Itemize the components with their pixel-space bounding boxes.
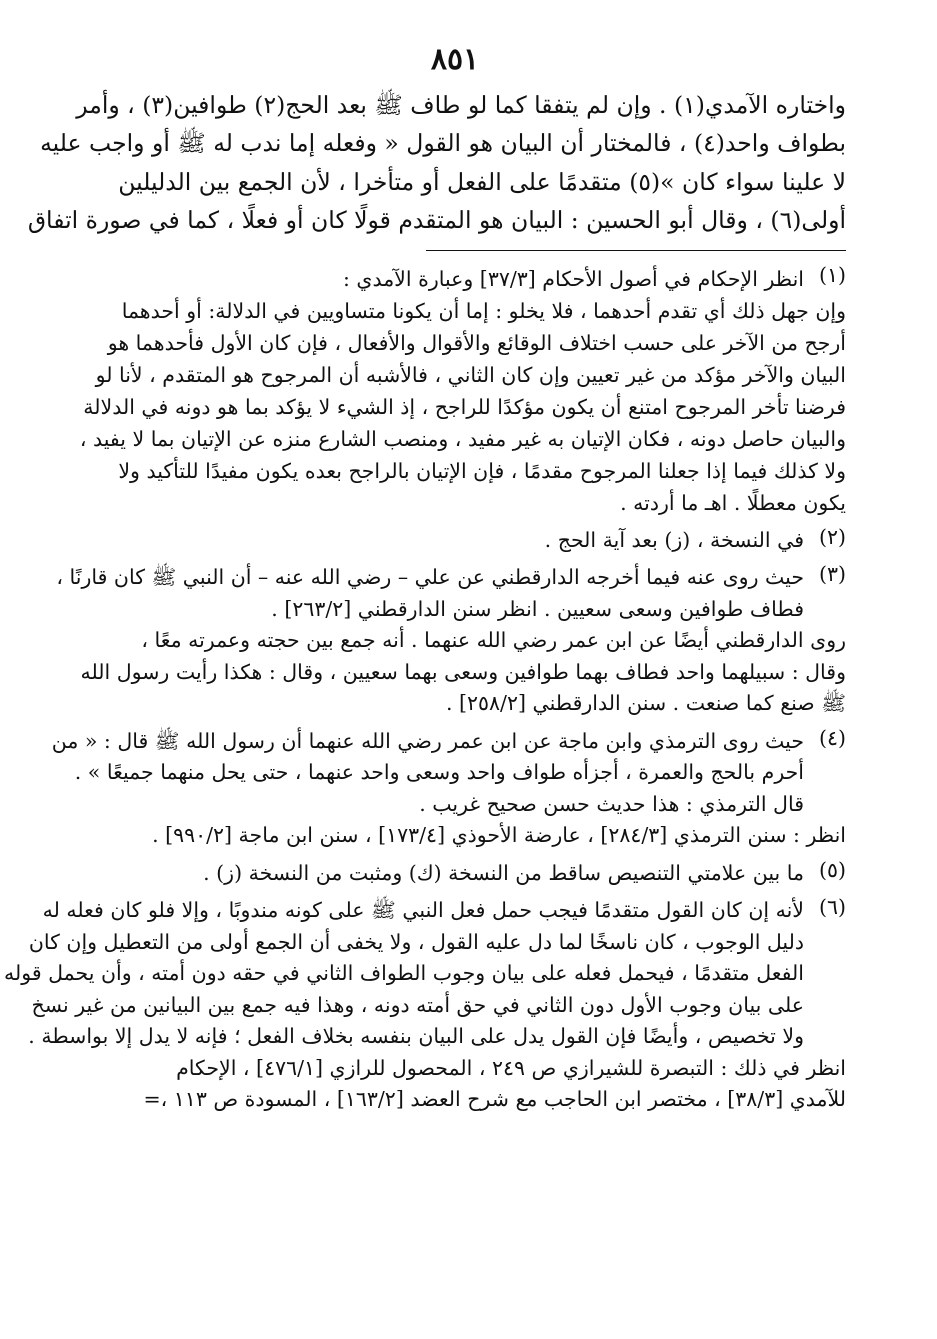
footnote-line: يكون معطلًا . اهـ ما أردته . bbox=[620, 490, 846, 515]
footnote-number: (٢) bbox=[818, 524, 846, 549]
footnote-line: فرضنا تأخر المرجوح امتنع أن يكون مؤكدًا للراجح ، إذ الشيء لا يؤكد بما هو دونه في الدلالة bbox=[83, 394, 846, 419]
footnote-line: في النسخة ، (ز) بعد آية الحج . bbox=[544, 527, 804, 552]
footnotes bbox=[4, 262, 846, 1116]
footnote-2 bbox=[64, 525, 846, 557]
footnote-3 bbox=[56, 562, 846, 720]
footnote-number: (١) bbox=[818, 262, 846, 287]
main-text-line: واختاره الآمدي(١) . وإن لم يتفقا كما لو طاف ﷺ بعد الحج(٢) طوافين(٣) ، وأمر bbox=[76, 91, 846, 119]
footnote-line: لأنه إن كان القول متقدمًا فيجب حمل فعل النبي ﷺ على كونه مندوبًا ، وإلا فلو كان فعله له bbox=[42, 898, 804, 923]
footnote-5 bbox=[64, 858, 846, 890]
footnote-line: روى الدارقطني أيضًا عن ابن عمر رضي الله عنهما . أنه جمع بين حجته وعمرته معًا ، bbox=[141, 628, 846, 653]
footnote-line: وإن جهل ذلك أي تقدم أحدهما ، فلا يخلو : إما أن يكونا متساويين في الدلالة: أو أحدهما bbox=[121, 298, 846, 323]
footnote-line: للآمدي [٣٨/٣] ، مختصر ابن الحاجب مع شرح العضد [١٦٣/٢] ، المسودة ص ١١٣ ،= bbox=[143, 1087, 846, 1112]
main-text-line: لا علينا سواء كان »(٥) متقدمًا على الفعل أو متأخرا ، لأن الجمع بين الدليلين bbox=[118, 167, 846, 196]
main-text bbox=[27, 86, 846, 240]
main-text-line: أولى(٦) ، وقال أبو الحسين : البيان هو المتقدم قولًا كان أو فعلًا ، كما في صورة اتفاق bbox=[27, 206, 846, 235]
page-number: ٨٥١ bbox=[430, 42, 480, 77]
footnote-line: الفعل متقدمًا ، فيحمل فعله على بيان وجوب الطواف الثاني في حقه دون أمته ، وأن يحمل قوله bbox=[4, 961, 804, 986]
footnote-line: انظر : سنن الترمذي [٢٨٤/٣] ، عارضة الأحوذي [١٧٣/٤] ، سنن ابن ماجة [٩٩٠/٢] . bbox=[152, 823, 846, 848]
footnote-line: حيث روى الترمذي وابن ماجة عن ابن عمر رضي الله عنهما أن رسول الله ﷺ قال : « من bbox=[51, 728, 804, 753]
footnote-line: فطاف طوافين وسعى سعيين . انظر سنن الدارقطني [٢٦٣/٢] . bbox=[271, 596, 804, 621]
footnote-1 bbox=[64, 263, 846, 519]
footnote-line: أرجح من الآخر على حسب اختلاف الوقائع والأقوال والأفعال ، فإن كان الأول فأحدهما هو bbox=[107, 330, 846, 355]
footnote-line: انظر الإحكام في أصول الأحكام [٣٧/٣] وعبارة الآمدي : bbox=[342, 266, 804, 291]
footnote-separator bbox=[426, 250, 846, 251]
footnote-line: ﷺ صنع كما صنعت . سنن الدارقطني [٢٥٨/٢] . bbox=[445, 691, 846, 716]
footnote-line: والبيان حاصل دونه ، فكان الإتيان به غير مفيد ، ومنصب الشارع منزه عن الإتيان بما لا يفيد ، bbox=[79, 426, 846, 451]
footnote-line: دليل الوجوب ، كان ناسخًا لما دل عليه القول ، ولا يخفى أن الجمع أولى من التعطيل وإن كان bbox=[28, 929, 804, 954]
footnote-line: قال الترمذي : هذا حديث حسن صحيح غريب . bbox=[419, 791, 804, 816]
footnote-number: (٦) bbox=[818, 895, 846, 920]
footnote-line: البيان والآخر مؤكد من غير تعيين وإن كان الثاني ، فالأشبه أن المرجوح هو المتقدم ، لأنا لو bbox=[95, 362, 846, 387]
footnote-6 bbox=[4, 895, 846, 1116]
footnote-number: (٥) bbox=[818, 857, 846, 882]
footnote-line: ولا تخصيص ، وأيضًا فإن القول يدل على البيان بنفسه بخلاف الفعل ؛ فإنه لا يدل إلا بواسطة . bbox=[28, 1024, 804, 1049]
footnote-line: أحرم بالحج والعمرة ، أجزأه طواف واحد وسعى واحد عنهما ، حتى يحل منهما جميعًا » . bbox=[74, 760, 804, 785]
footnote-number: (٣) bbox=[818, 562, 846, 587]
footnote-line: ما بين علامتي التنصيص ساقط من النسخة (ك) ومثبت من النسخة (ز) . bbox=[203, 860, 804, 885]
footnote-line: حيث روى عنه فيما أخرجه الدارقطني عن علي – رضي الله عنه – أن النبي ﷺ كان قارنًا ، bbox=[56, 565, 804, 590]
footnote-number: (٤) bbox=[818, 725, 846, 750]
footnote-line: ولا كذلك فيما إذا جعلنا المرجوح مقدمًا ، فإن الإتيان بالراجح بعده يكون مفيدًا للتأكيد ولا bbox=[118, 458, 846, 483]
main-text-line: بطواف واحد(٤) ، فالمختار أن البيان هو القول « وفعله إما ندب له ﷺ أو واجب عليه bbox=[40, 129, 846, 158]
document-page bbox=[4, 40, 846, 1116]
footnote-line: على بيان وجوب الأول دون الثاني في حق أمته دونه ، وهذا فيه جمع بين البيانين من غير نسخ bbox=[31, 992, 804, 1017]
footnote-line: وقال : سبيلهما واحد فطاف بهما طوافين وسعى بهما سعيين ، وقال : هكذا رأيت رسول الله bbox=[80, 659, 846, 684]
footnote-4 bbox=[51, 725, 846, 852]
footnote-line: انظر في ذلك : التبصرة للشيرازي ص ٢٤٩ ، المحصول للرازي [٤٧٦/١] ، الإحكام bbox=[176, 1055, 846, 1080]
